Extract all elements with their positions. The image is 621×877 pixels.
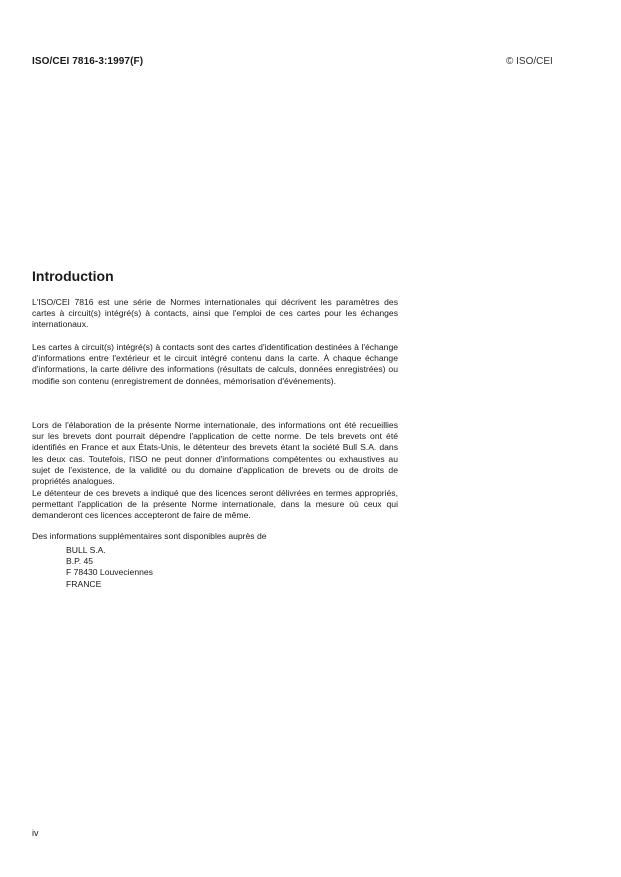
paragraph-licence-statement: Le détenteur de ces brevets a indiqué que des licences seront délivrées en termes appropriés, permettant l'application de la présente Norme internationale, dans la mesure où ceux qui demanderont ces licences accepteront de faire de même. [32,488,398,521]
paragraph-patent-information: Lors de l'élaboration de la présente Norme internationale, des informations ont été recueillies sur les brevets dont pourrait dépendre l'application de cette norme. De tels brevets ont été identifiés en France et aux États-Unis, le détenteur des brevets étant la société Bull S.A. dans les deux cas. Toutefois, l'ISO ne peut donner d'informations compétentes ou exhaustives au sujet de l'existence, de la validité ou du domaine d'application de brevets ou de droits de propriétés analogues. [32,420,398,487]
copyright-notice: © ISO/CEI [506,56,553,67]
address-line: F 78430 Louveciennes [66,567,153,578]
paragraph-further-information: Des informations supplémentaires sont disponibles auprès de [32,531,267,541]
paragraph-series-description: L'ISO/CEI 7816 est une série de Normes internationales qui décrivent les paramètres des cartes à circuit(s) intégré(s) à contacts, ainsi que l'emploi de ces cartes pour les échanges internationaux. [32,297,398,330]
document-identifier: ISO/CEI 7816-3:1997(F) [32,56,144,67]
address-line: BULL S.A. [66,545,106,555]
section-title: Introduction [32,268,114,284]
address-line: B.P. 45 [66,556,94,567]
page-number: iv [32,828,39,838]
contact-address [66,545,153,590]
paragraph-card-definition: Les cartes à circuit(s) intégré(s) à contacts sont des cartes d'identification destinées à l'échange d'informations entre l'extérieur et le circuit intégré contenu dans la carte. À chaque échange d'informations, la carte délivre des informations (résultats de calculs, données enregistrées) ou modifie son contenu (enregistrement de données, mémorisation d'événements). [32,342,398,386]
address-line: FRANCE [66,578,102,589]
